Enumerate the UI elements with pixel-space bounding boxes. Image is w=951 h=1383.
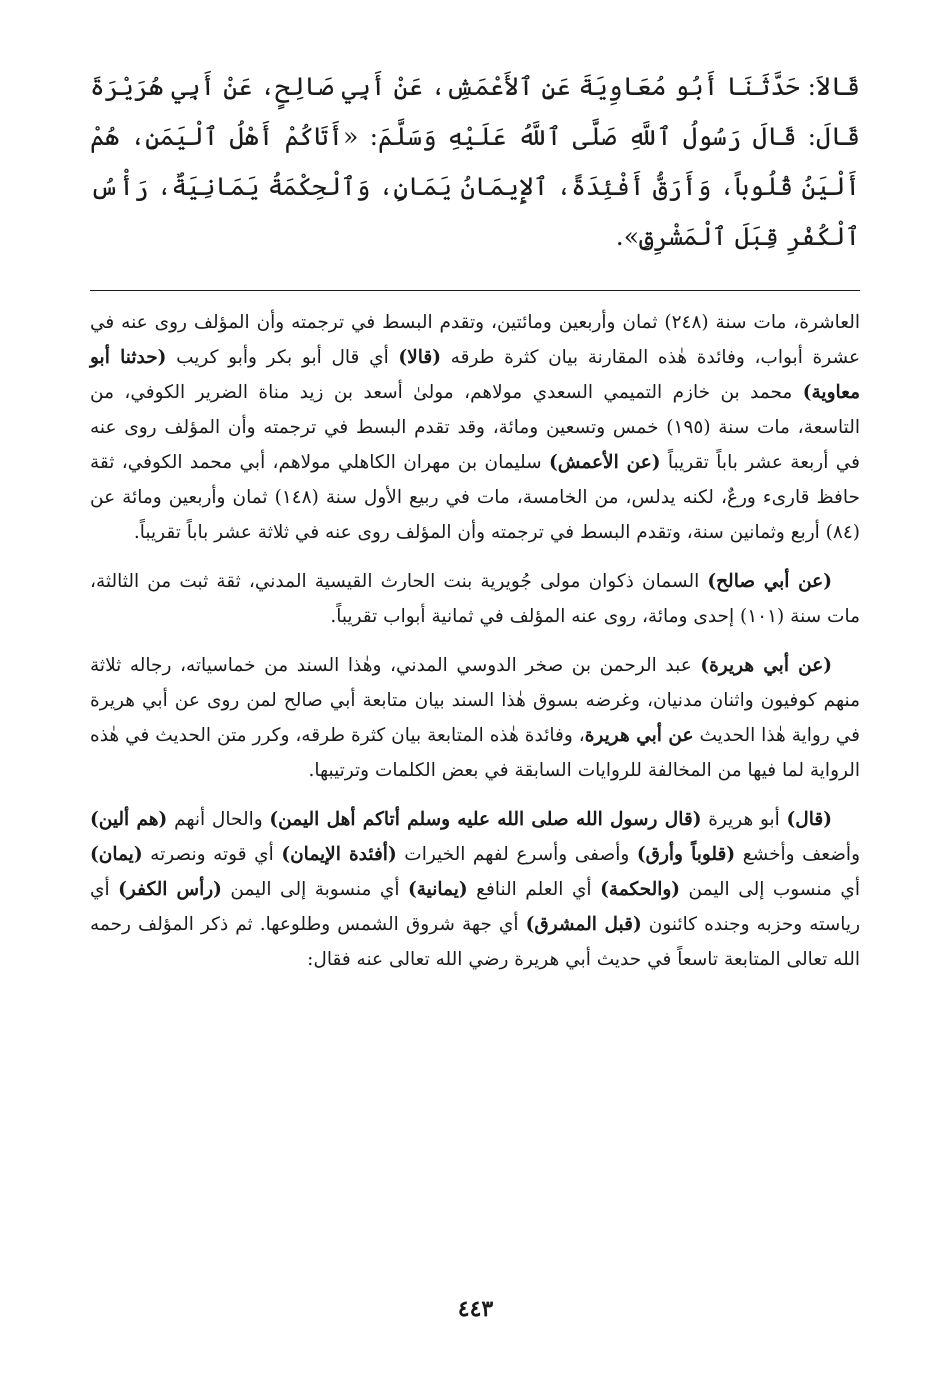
quoted-term: (يمانية) — [407, 879, 468, 900]
text-run: ، وفائدة هٰذه المتابعة بيان كثرة طرقه، وكرر متن الحديث في هٰذه الرواية لما فيها من المخالفة للروايات السابقة في بعض الكلمات وترتيبها. — [90, 725, 860, 781]
commentary-paragraph-2 — [90, 564, 860, 634]
footnote-divider — [90, 290, 860, 291]
text-run: أي جهة شروق الشمس وطلوعها. ثم ذكر المؤلف رحمه الله تعالى المتابعة تاسعاً في حديث أبي هريرة رضي الله تعالى عنه فقال: — [90, 914, 860, 970]
quoted-term: (قال رسول الله صلى الله عليه وسلم أتاكم أهل اليمن) — [269, 809, 702, 830]
quoted-term: (حدثنا أبو معاوية) — [90, 347, 860, 403]
quoted-term: (يمان) — [90, 844, 143, 865]
quoted-term: (والحكمة) — [600, 879, 681, 900]
page-number: ٤٤٣ — [457, 1296, 494, 1322]
commentary-paragraph-4 — [90, 802, 860, 977]
text-run: والحال أنهم — [167, 809, 270, 830]
text-run: وأصفى وأسرع لفهم الخيرات — [396, 844, 637, 865]
text-run: وأضعف وأخشع — [735, 844, 861, 865]
quoted-term: (أفئدة الإيمان) — [281, 844, 397, 865]
text-run: عبد الرحمن بن صخر الدوسي المدني، وهٰذا السند من خماسياته، رجاله ثلاثة منهم كوفيون واثنان مدنيان، وغرضه بسوق هٰذا السند بيان متابعة أبي صالح لمن روى عن أبي هريرة في رواية هٰذا الحديث — [90, 655, 861, 746]
quoted-term: (قال) — [786, 809, 832, 830]
commentary — [90, 305, 860, 977]
hadith-text: قَالاَ: حَدَّثَنَا أَبُو مُعَاوِيَةَ عَنِ ٱلأَعْمَشِ، عَنْ أَبِي صَالِحٍ، عَنْ أَبِي هُرَيْرَةَ قَالَ: قَالَ رَسُولُ ٱللَّهِ صَلَّى ٱللَّهُ عَلَيْهِ وَسَلَّمَ: «أَتَاكُمْ أَهْلُ ٱلْيَمَنِ، هُمْ أَلْيَنُ قُلُوباً، وَأَرَقُّ أَفْئِدَةً، ٱلإِيمَانُ يَمَانٍ، وَٱلْحِكْمَةُ يَمَانِيَةٌ، رَأْسُ ٱلْكُفْرِ قِبَلَ ٱلْمَشْرِقِ». — [90, 72, 860, 251]
text-run: أي منسوبة إلى اليمن — [221, 879, 408, 900]
text-run: السمان ذكوان مولى جُويرية بنت الحارث القيسية المدني، ثقة ثبت من الثالثة، مات سنة (١٠١) إحدى ومائة، روى عنه المؤلف في ثمانية أبواب تقريباً. — [90, 571, 860, 627]
quoted-term: (عن أبي هريرة) — [700, 655, 832, 676]
commentary-paragraph-1 — [90, 305, 860, 550]
quoted-term: (هم ألين) — [90, 809, 168, 830]
quoted-term: (عن الأعمش) — [548, 452, 661, 473]
text-run: أي العلم النافع — [467, 879, 601, 900]
text-run: سليمان بن مهران الكاهلي مولاهم، أبي محمد الكوفي، ثقة حافظ قارىء ورعٌ، لكنه يدلس، من الخامسة، مات في ربيع الأول سنة (١٤٨) ثمان وأربعين ومائة عن (٨٤) أربع وثمانين سنة، وتقدم البسط في ترجمته وأن المؤلف روى عنه في ثلاثة عشر باباً تقريباً. — [90, 452, 860, 543]
quoted-term: (قلوباً وأرق) — [636, 844, 736, 865]
text-run: محمد بن خازم التميمي السعدي مولاهم، مولىٰ أسعد بن زيد مناة الضرير الكوفي، من التاسعة، مات سنة (١٩٥) خمس وتسعين ومائة، وقد تقدم البسط في ترجمته وأن المؤلف روى عنه في أربعة عشر باباً تقريباً — [90, 382, 860, 473]
text-run: أي منسوب إلى اليمن — [680, 879, 860, 900]
text-run: أي قوته ونصرته — [142, 844, 282, 865]
text-run: العاشرة، مات سنة (٢٤٨) ثمان وأربعين ومائتين، وتقدم البسط في ترجمته وأن المؤلف روى عنه في عشرة أبواب، وفائدة هٰذه المقارنة بيان كثرة طرقه — [90, 312, 860, 368]
quoted-term: عن أبي هريرة — [584, 725, 694, 746]
quoted-term: (عن أبي صالح) — [707, 571, 832, 592]
quoted-term: (قالا) — [398, 347, 441, 368]
page-body — [90, 62, 860, 991]
quoted-term: (قبل المشرق) — [525, 914, 642, 935]
text-run: أبو هريرة — [701, 809, 787, 830]
text-run: أي رياسته وحزبه وجنده كائنون — [90, 879, 861, 935]
quoted-term: (رأس الكفر) — [118, 879, 222, 900]
text-run: أي قال أبو بكر وأبو كريب — [166, 347, 399, 368]
commentary-paragraph-3 — [90, 648, 860, 788]
